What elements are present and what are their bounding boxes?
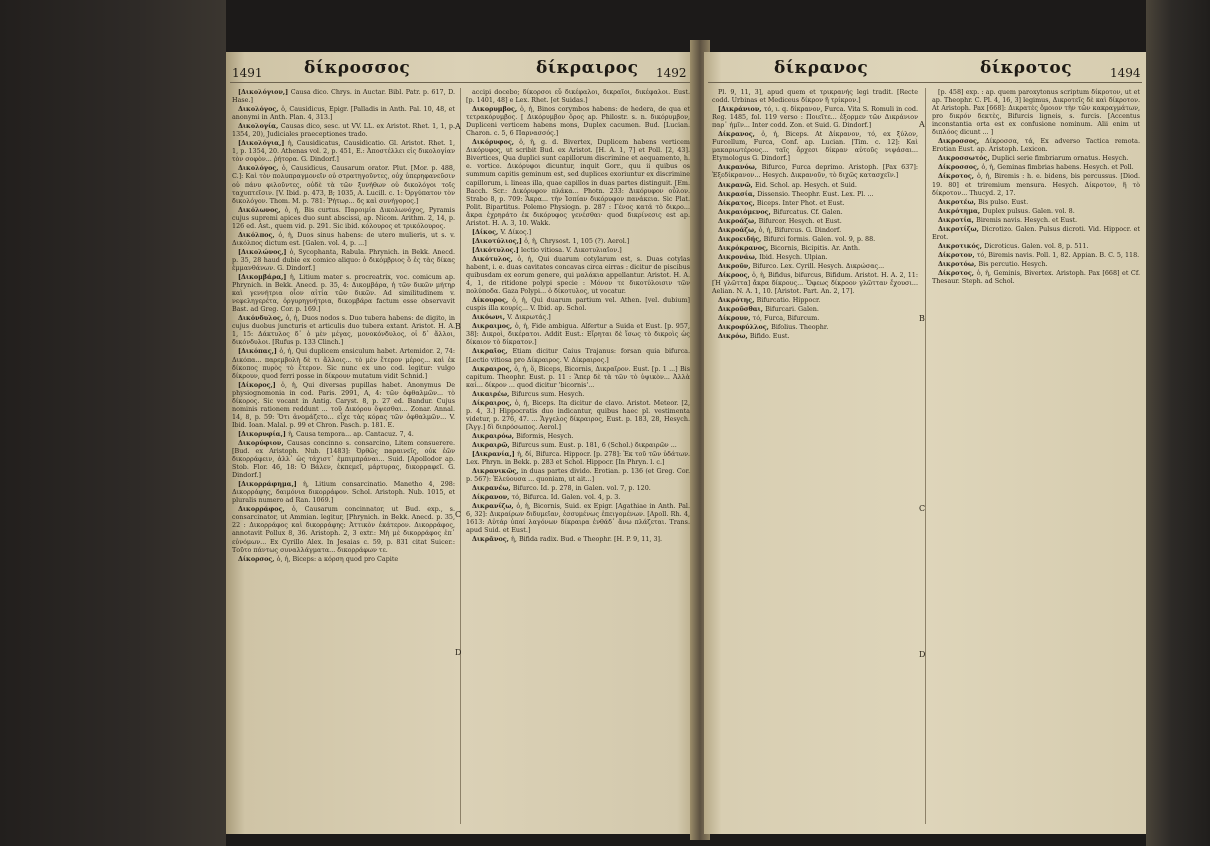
header-rule — [230, 82, 692, 83]
entry-lemma: Δίκροσσος, — [938, 163, 982, 172]
entry-lemma: Δικολόγος, — [238, 164, 282, 173]
column-divider — [925, 88, 926, 824]
entry-lemma: Δίκρατος, — [718, 198, 757, 207]
page-number-1494: 1494 — [1110, 66, 1141, 80]
entry-text: ὁ, ἡ, Duos sinus habens: de utero mulieris, ut s. v. Δικόλπος dictum est. [Galen. vol. 4, p. ...] — [232, 230, 455, 247]
entry-text: ὁ, ἡ, g. d. Bivertex, Duplicem habens verticem Δικόρυφος, ut scribit Bud. ex Aristot. [H. A. 1, 7] et Poll. [2, 43]. Bivertices, Qua duplici sunt capillorum discrimine et aequamento, h. e. vortice. Δικόρυφοι dicuntur, inquit Gorr., quu ii quibus os summum capitis geminum est, sed duplices exoriuntur ex discrimine capillorum, i. lineas illa, quae capillos in duas partes distinguit. [Em. Bacch. Scr.: Δικόρυφον πλάκα... Photn. 233: Δικόρυφον οὖλον. Strabo 8, p. 709: Ἄκρα... τὴν Ἰσπίαν δικόρυφον πανάκεια. Sic Plat. Polit. Bipartitus. Polemo Physiogn. p. 287 : Γένος κατά τὸ δικρο... ἄκρα ἐχρηράτο ἐκ δικόρυφος γενέσθαι· quod δικρίνεσις est ap. Aristot. H. A. 3, 10. Wakk. — [466, 138, 690, 227]
dictionary-entry — [466, 390, 690, 398]
dictionary-entry — [466, 246, 690, 254]
entry-lemma: Δικορράφος, — [238, 505, 292, 514]
dictionary-entry — [712, 262, 918, 270]
dictionary-entry — [932, 251, 1140, 259]
dictionary-entry — [466, 296, 690, 312]
entry-lemma: Δικόωνι, — [472, 313, 508, 322]
entry-lemma: [Δικολώνος,] — [238, 247, 290, 256]
column-divider — [460, 88, 461, 824]
entry-text: ὁ, ἡ, Geminis, Bivertex. Aristoph. Pax [668] et Cf. Thesaur. Steph. ad Schol. — [932, 268, 1140, 286]
entry-text: ὁ, ἡ, Bifidus, bifurcus, Bifidum. Aristot. H. A. 2, 11: [Ἡ γλῶττα] ἄκρα δίκρους... Ὅφεως δίκροον γλῶτταν ἔχουσι... Aelian. N. A. 1, 10. [Aristot. Part. An. 2, 17]. — [712, 270, 918, 296]
dictionary-entry — [466, 535, 690, 543]
dictionary-entry — [712, 244, 918, 252]
entry-text: ἡ, Litium mater s. procreatrix, voc. comicum ap. Phrynich. in Bekk. Anecd. p. 35, 4: Δικομβάρα, ἡ τῶν δικῶν μήτηρ καὶ γεννήτρια οἶον αἰτία τῶν δικῶν. Ad similitudinem v. νεφεληγερέτα, ὀργυρηγνήτρια, δικομβάρα factum esse observavit Bast. ad Greg. Cor. p. 169.] — [232, 273, 455, 314]
dictionary-entry — [712, 105, 918, 129]
entry-text: Bifido. Eust. — [749, 332, 790, 341]
entry-text: Bifurcus sum. Eust. p. 181, 6 (Schol.) δικραιρῶν ... — [511, 440, 677, 449]
dictionary-entry — [232, 248, 455, 272]
entry-text: Bifurci formis. Galen. vol. 9, p. 88. — [763, 234, 876, 243]
entry-lemma: Δικραιρῶ, — [472, 440, 512, 449]
dictionary-entry — [932, 88, 1140, 136]
entry-lemma: [Δικορράφημα,] — [238, 480, 304, 489]
entry-lemma: Δικρότης, — [718, 296, 757, 305]
running-head-right: δίκροτος — [980, 58, 1073, 78]
running-head-left: δίκρανος — [774, 58, 869, 78]
dictionary-entry — [466, 237, 690, 245]
entry-lemma: Δικότυλος, — [472, 254, 518, 263]
entry-lemma: Δίκροος, — [718, 270, 753, 279]
dictionary-entry — [232, 88, 455, 104]
entry-text: in duas partes divido. Erotian. p. 136 (et Greg. Cor. p. 567): Ἐλεύουσα ... quoniam, ut ait...] — [466, 467, 690, 484]
entry-lemma: Δικρανῶ, — [718, 180, 755, 189]
entry-lemma: Δίκρανος, — [718, 130, 762, 139]
dictionary-entry — [232, 206, 455, 230]
entry-lemma: Δικορυμβος, — [472, 105, 521, 114]
dictionary-entry — [232, 555, 455, 563]
entry-text: ὁ, ἡ, Biceps: a κόρση quod pro Capite — [276, 554, 399, 563]
entry-text: ἡ, Causidicatus, Causidicatio. Gl. Aristot. Rhet. 1, 1, p. 1354, 20. Athenas vol. 2, p. 451, E.: Ἀποστέλλει εἰς δικολογίαν τὸν σοφὸν... ῥήτορα. G. Dindorf.] — [232, 139, 455, 164]
dictionary-entry — [466, 502, 690, 534]
dictionary-entry — [712, 305, 918, 313]
right-page — [704, 52, 1146, 834]
dictionary-entry — [466, 313, 690, 321]
entry-lemma: Δίκροτος, — [938, 268, 977, 277]
dictionary-entry — [932, 225, 1140, 241]
entry-lemma: Δικραῖος, — [472, 347, 513, 356]
dictionary-entry — [712, 163, 918, 179]
entry-text: ὁ, ἡ, Qui duarum cotylarum est, s. Duas cotylas habent, i. e. duas cavitates concavas circa eirras : dicitur de piscibus quibusdam ex eorum genere, qui μαλάκια appellantur. Aristot. H. A. 4, 1, de ritidone polypi specie : Μόνον τε δικοτύλοισιν τῶν πολύποδα. Gaza Polypi... ὁ δίκοτυλος, ut vocatur. — [466, 254, 690, 296]
running-head-right: δίκραιρος — [536, 58, 639, 78]
running-head-left: δίκροσσος — [304, 58, 411, 78]
entry-lemma: [Δίκος, — [472, 227, 501, 236]
entry-text: ὁ, ἡ, Biceps. At Δίκρανον, τό, ex ξύλον, Furcellum, Furca, Conf. ap. Lucian. [Tim. c. 12]: Καὶ μακαριωτέρους... ταῖς ὄρχεσι δίκραν αὐτοῦς νιψάσαι... Etymologus G. Dindorf.] — [712, 130, 918, 163]
left-page-column-1 — [232, 88, 455, 828]
entry-text: Biceps. Inter Phot. et Eust. — [756, 198, 845, 207]
entry-text: Dicroticus. Galen. vol. 8, p. 511. — [984, 241, 1089, 250]
entry-lemma: Δικραιρος, — [472, 364, 515, 373]
entry-text: ἡ, Causa tempora... ap. Cantacuz. 7, 4. — [288, 429, 414, 438]
entry-lemma: [Δικότυλος.] — [472, 245, 521, 254]
entry-text: Causa dico. Chrys. in Auctar. Bibl. Patr. p. 617, D. Hase.] — [232, 88, 455, 105]
entry-text: ὁ, ἡ, Bifurcus. G. Dindorf. — [758, 225, 842, 234]
dictionary-entry — [466, 347, 690, 363]
dictionary-entry — [232, 505, 455, 553]
entry-text: Bifurco, Furca deprimo. Aristoph. [Pax 637]: Ἐξεδίκρανον... Hesych. Δικρανοῦν, τὸ διχῶς κατασχεῖν.] — [712, 163, 918, 180]
dictionary-entry — [232, 347, 455, 379]
entry-lemma: Δίκρανον, — [472, 493, 512, 502]
entry-lemma: [Δικολόγια,] — [238, 139, 288, 148]
entry-lemma: Δικρᾶνος, — [472, 535, 512, 544]
dictionary-entry — [712, 217, 918, 225]
entry-text: Bifolius. Theophr. — [771, 323, 829, 332]
dictionary-entry — [712, 226, 918, 234]
entry-text: Bis pulso. Eust. — [978, 197, 1029, 206]
dictionary-entry — [466, 432, 690, 440]
entry-text: accipi docebo; δίκορσοι εὖ δικέφαλοι, δικραῖοι, δικέφαλοι. Eust. [p. 1401, 48] e Lex. Rhet. [et Suidas.] — [466, 88, 690, 105]
entry-lemma: Δικροειδής, — [718, 234, 764, 243]
right-page-header — [704, 56, 1146, 84]
entry-text: ὁ, ἡ, Qui duplicem ensiculum habet. Artemidor. 2, 74: Δικόπα... παρεμβολὴ δὲ τι ἄλλοις... τὸ μὲν ἕτερον μέρος... καὶ ἐκ δίκοπος πυρὸς τὸ ἕτερον. Sic nunc ex uno cod. legitur: vulgo δίκρουν, quod ferri posse in δίκρουν mutatum vidit Schnid.] — [232, 347, 455, 380]
dictionary-entry — [712, 296, 918, 304]
entry-lemma: Δικόνδυλος, — [238, 314, 286, 323]
entry-lemma: Δίκουρος, — [472, 296, 513, 305]
entry-lemma: Δίκορσος, — [238, 554, 277, 563]
entry-text: Bifurcari. Galen. — [765, 305, 819, 314]
dictionary-entry — [932, 207, 1140, 215]
entry-text: τό, Bifurca. Id. Galen. vol. 4, p. 3. — [511, 493, 621, 502]
entry-text: Duplici serie fimbriarum ornatus. Hesych. — [991, 154, 1129, 163]
dictionary-entry — [466, 105, 690, 137]
entry-lemma: [Δικομβάρα,] — [238, 273, 290, 282]
dictionary-entry — [232, 139, 455, 163]
dictionary-entry — [932, 137, 1140, 153]
dictionary-entry — [712, 199, 918, 207]
dictionary-entry — [232, 439, 455, 479]
dictionary-entry — [466, 399, 690, 431]
entry-lemma: Δικρόκρανος, — [718, 243, 771, 252]
right-page-column-2 — [932, 88, 1140, 828]
dictionary-entry — [932, 198, 1140, 206]
entry-text: Δίκροσσα, τά, Ex adverso Tactica remota. Erotian Eust. ap. Aristoph. Lexicon. — [932, 137, 1140, 154]
entry-lemma: Δικροάζω, — [718, 225, 759, 234]
book-edge-right — [1146, 0, 1210, 846]
entry-lemma: Δικόλωνος, — [238, 205, 285, 214]
dictionary-entry — [712, 235, 918, 243]
entry-lemma: Δικροτόω, — [938, 259, 979, 268]
entry-lemma: Δικροσσωτός, — [938, 154, 992, 163]
entry-lemma: [Δικράνιον, — [718, 105, 764, 114]
left-page-header — [226, 56, 696, 84]
entry-text: ὁ, ἡ, Duos nodos s. Duo tubera habens: de digito, in cujus duobus juncturis et articulis duo tubera extant. Aristot. H. A. 1, 15: Δάκτυλος δ᾽ ὁ μὲν μέγας, μονοκόνδυλος, οἱ δ᾽ ἄλλοι, δικόνδυλοι. [Rufus p. 133 Clinch.] — [232, 314, 455, 347]
entry-lemma: Δικολογία, — [238, 122, 281, 131]
entry-lemma: Δίκρουν, — [718, 314, 753, 323]
entry-text: [p. 458] exp. : ap. quem paroxytonus scriptum δίκροτον, ut et ap. Theophr. C. Pl. 4, 16, 3] legimus, Δικροτεῖς δὲ καὶ δίκροτον. At Aristoph. Pax [668]: Δικρατὲς ὅμοιον τὴν τῶν κακραγμάτων, pro δικρόν δεκτὲς, Bifurcis ligneis, s. furcis. [Accentus inconstantia orta est ex confusione nominum. Alii enim ut διπλόος dicunt ... ] — [932, 88, 1140, 137]
entry-text: Duplex pulsus. Galen. vol. 8. — [982, 206, 1075, 215]
dictionary-entry — [712, 181, 918, 189]
entry-lemma: [Δικολόγιον,] — [238, 88, 291, 96]
entry-lemma: Δικροτίζω, — [938, 224, 982, 233]
entry-text: ὁ, ἡ, Bicornis, Suid. ex Epigr. [Agathiae in Anth. Pal. 6, 32]: Δικραίρων διδυμεῖαν, ἐσσυμένως ἐπειγομένων. [Apoll. Rh. 4, 1613: Αὐτάρ ὑπαί λαγόνων δίκραιρα ἐνθάδ᾽ ἄνω πλάζεται. Trans. apud Suid. et Eust.] — [466, 502, 690, 535]
entry-text: Bifurcor. Hesych. et Eust. — [758, 216, 842, 225]
entry-text: ὁ, Sycophanta, Rabula. Phrynich. in Bekk. Anecd. p. 35, 28 haud dubie ex comico aliquo: ὁ δικόμβριος ὃ ἐς τὰς δίκας ἐμμανθάνων. G. Dindorf.] — [232, 247, 455, 272]
entry-lemma: Δικρανόω, — [718, 163, 762, 172]
left-page — [226, 52, 696, 834]
dictionary-entry — [466, 441, 690, 449]
dictionary-entry — [712, 332, 918, 340]
entry-text: Pl. 9, 11, 3], apud quem et τρικρανής legi tradit. [Recte codd. Urbinas et Mediceus δίκρον ἢ τρίκρον.] — [712, 88, 918, 105]
dictionary-entry — [232, 231, 455, 247]
entry-text: Dicrotizo. Galen. Pulsus dicroti. Vid. Hippocr. et Erot. — [932, 224, 1140, 241]
dictionary-entry — [232, 122, 455, 138]
entry-text: Bifurco. Lex. Cyrill. Hesych. Δικρώσας... — [752, 261, 885, 270]
entry-lemma: Δικρανίζω, — [472, 502, 517, 511]
entry-lemma: Δικρανέω, — [472, 484, 513, 493]
entry-text: Bicornis, Bicipitis. Ar. Anth. — [770, 243, 861, 252]
margin-letter-c: C — [455, 510, 462, 519]
dictionary-entry — [932, 242, 1140, 250]
entry-lemma: Δικροσσος, — [938, 137, 986, 146]
entry-text: ἡ, Bifida radix. Bud. e Theophr. [H. P. 9, 11, 3]. — [511, 535, 663, 544]
entry-lemma: Δικροτέω, — [938, 197, 979, 206]
entry-lemma: Δικαιρέω, — [472, 389, 512, 398]
entry-text: τό, ι. q. δίκρανον, Furca. Vita S. Romuli in cod. Reg. 1485, fol. 119 verso : Ποιεῖτε... ἐξορμεν τῶν Δικράνιον παρ᾽ ἡμῖν... Inter codd. Zon. et Suid. G. Dindorf.] — [712, 105, 918, 130]
entry-lemma: [Δίκορος,] — [238, 380, 282, 389]
entry-lemma: Δικορύφιον, — [238, 438, 287, 447]
dictionary-entry — [466, 228, 690, 236]
entry-text: Bis percutio. Hesych. — [978, 259, 1048, 268]
dictionary-entry — [712, 208, 918, 216]
dictionary-entry — [932, 269, 1140, 285]
dictionary-entry — [712, 323, 918, 331]
entry-text: Bifurcatio. Hippocr. — [756, 296, 821, 305]
dictionary-entry — [466, 138, 690, 227]
entry-lemma: Δικροῦσθαι, — [718, 305, 766, 314]
entry-text: V. Δικρωτάς.] — [507, 313, 551, 322]
entry-lemma: [Δικορυφία,] — [238, 429, 289, 438]
entry-lemma: [Δικρανία,] — [472, 450, 518, 459]
entry-lemma: Δικρότημα, — [938, 206, 983, 215]
entry-text: ὁ, ἡ, Biceps. Ita dicitur de clavo. Aristot. Meteor. [2, p. 4, 3.] Hippocratis duo indicantur, quibus haec pl. vestimenta videtur, p. 276, 47. ... Ἄγγελος δίκραιρος, Eust. p. 183, 28, Hesych. [Ἄγγ.] δὶ διπρόσωπος. Aerol.] — [466, 398, 690, 431]
entry-text: ὁ, ἡ, Fide ambigua. Alfertur a Suida et Eust. [p. 957, 38]: Δικροὶ, δικέρατοι. Addit Eust.: Εἴρηται δὲ ἴσως τὸ δικροὶς ὡς δίκαιον τὸ δίκρατον.] — [466, 322, 690, 347]
entry-lemma: Δικραιμος, — [472, 322, 515, 331]
dictionary-entry — [232, 480, 455, 504]
dictionary-entry — [466, 365, 690, 389]
entry-lemma: Δικραιρόω, — [472, 431, 517, 440]
margin-letter-a: A — [919, 120, 925, 129]
entry-text: V. Δίκος.] — [500, 227, 532, 236]
entry-text: ὁ, Causarum concinnator, ut Bud. exp., s. consarcinator, ut Ammian. legitur, [Phrynich. in Bekk. Anecd. p. 35, 22 : Δικορράφος καὶ δικορράφης: Ἀττικὸν ἐκάτερον. Δικορράφος, annotavit Pollux 8, 36. Aristoph. 2, 3 extr.: Μὴ μὲ δικορράφος ἐπ᾽ εὐνόμων... Ex Cyrillo Alex. In Jesaias c. 59, p. 831 citat Suicer.: Τοῦτο πάντως συναλλάγματα... δικορράφων τε. — [232, 505, 455, 554]
entry-text: ὁ, ἡ, Binos corymbos habens: de hedera, de qua et τετρακόρυμβος. [ Δικόρυμβον ὄρος ap. Philostr. s. n. δικόρυμβον, Dupliceni verticem habens mons, Duplex cacumen. Bud. [Lucian. Charon. c. 5, 6 Παρνασσός.] — [466, 105, 690, 138]
margin-letter-c: C — [919, 504, 926, 513]
entry-text: τό, Biremis navis. Poll. 1, 82. Appian. B. C. 5, 118. — [976, 250, 1140, 259]
entry-text: Etiam dicitur Caius Trajanus: forsan quia bifurca. [Lectio vitiosa pro Δίκραιρος. V. Δίκραιρος.] — [466, 347, 690, 364]
entry-text: ὁ, Causidicus, Epigr. [Palladis in Anth. Pal. 10, 48, et anonymi in Anth. Plan. 4, 313.] — [232, 105, 455, 122]
dictionary-entry — [932, 260, 1140, 268]
entry-lemma: Δικροτία, — [938, 215, 977, 224]
entry-lemma: Δικόρυφος, — [472, 138, 520, 147]
dictionary-entry — [232, 430, 455, 438]
entry-lemma: Δικρασία, — [718, 189, 758, 198]
entry-lemma: Δικρόω, — [718, 332, 750, 341]
dictionary-entry — [466, 484, 690, 492]
header-rule — [708, 82, 1142, 83]
entry-text: ὁ, ἡ, Bis curtus. Παροιμία Δικολωνόχος, Pyramis cujus supremi apices duo sunt abscissi, ap. Nicom. Arithm. 2, 14, p. 126 ed. Ast., quem vid. p. 291. Sic ibid. κόλουρος et τρικόλουρος. — [232, 205, 455, 230]
entry-text: ὁ, Causidicus, Causarum orator. Plut. [Mor. p. 488, C.]: Καὶ τὸν πολυπραγμονεῖν οὐ στρατηγοῦντες, οὐχ ὑπερηφανεῦσιν οὐ πάνυ φιλοῦντες, οὐδὲ τὰ τῶν ξυνήθων οὐ δικολόγοι τοῖς ταχυπτεῖσιν. [V. Ibid. p. 473, B; 1035, A. Lucill. c. 1: Ὀργύπατον τὸν δικολόγον. Thom. M. p. 781: Ῥήτωρ... δς καὶ συνήγορος.] — [232, 164, 455, 205]
margin-letter-d: D — [455, 648, 462, 657]
margin-letter-b: B — [455, 322, 461, 331]
book-edge-left — [0, 0, 226, 846]
entry-text: τό, Furca, Bifurcum. — [752, 314, 820, 323]
entry-lemma: Δίκροτος, — [938, 172, 978, 181]
margin-letter-a: A — [455, 122, 461, 131]
entry-text: Biformis, Hesych. — [516, 431, 574, 440]
right-page-column-1 — [712, 88, 918, 828]
entry-text: Causas dico, sesc. ut VV. LL. ex Aristot. Rhet. 1, 1, p. 1354, 20), Judiciales praeceptiones trado. — [232, 122, 455, 139]
dictionary-entry — [712, 130, 918, 162]
entry-text: ἡ, Litium consarcinatio. Manetho 4, 298: Δικορράφης, δαιμόνια δικορράφον. Schol. Aristoph. Nub. 1015, et pluralis numero ad Ran. 1069.] — [232, 480, 455, 505]
entry-text: Ibid. Hesych. Ulpian. — [759, 252, 828, 261]
dictionary-entry — [232, 105, 455, 121]
dictionary-entry — [712, 253, 918, 261]
dictionary-entry — [232, 273, 455, 313]
dictionary-entry — [466, 255, 690, 295]
dictionary-entry — [466, 322, 690, 346]
dictionary-entry — [932, 172, 1140, 196]
entry-lemma: [Δικοτύλιος,] — [472, 236, 525, 245]
margin-letter-b: B — [919, 314, 925, 323]
entry-text: Causas concinno s. consarcino, Litem consuerere. [Bud. ex Aristoph. Nub. [1483]: Ὀρθῶς παραινεῖς, οὐκ ἐῶν δικορράφειν, ἀλλ᾽ ὡς τάχιστ᾽ ἐμπιμπράναι... Suid. [Apollodor ap. Stob. Flor. 46, 18: Ὁ Βάλεν, ἐκπεμεῖ, μάρτυρας, δικορραφεῖ. G. Dindorf.] — [232, 438, 455, 480]
entry-text: ὁ, ἡ, ὅ, Biceps, Bicornis, Δικραῖρον. Eust. [p. 1 ...] Bis capitum. Theophr. Eust. p. 11 : Ἅπερ δὲ τὰ τῶν τὸ ὑψικὸν... Ἀλλὰ καί... δίκρον ... quod dicitur 'bicornis'... — [466, 364, 690, 389]
page-number-1491: 1491 — [232, 66, 263, 80]
entry-lemma: Δικροάζω, — [718, 216, 759, 225]
dictionary-entry — [712, 88, 918, 104]
dictionary-entry — [712, 314, 918, 322]
entry-lemma: Δικολόγος, — [238, 105, 282, 114]
dictionary-entry — [466, 467, 690, 483]
margin-letter-d: D — [919, 650, 926, 659]
entry-text: Biremis navis. Hesych. et Eust. — [976, 215, 1078, 224]
entry-text: ὁ, ἡ, Biremis : h. e. bidens, bis percussus. [Diod. 19. 80] et triremium mensura. Hesych. Δίκροτον, ἢ τὸ δίκροτον... Thucyd. 2, 17. — [932, 172, 1140, 197]
dictionary-entry — [466, 450, 690, 466]
entry-text: lectio vitiosa. V. Δικοτυλιαῖον.] — [520, 245, 622, 254]
entry-lemma: Δίκροτον, — [938, 250, 977, 259]
dictionary-entry — [712, 190, 918, 198]
entry-text: Bifurco. Id. p. 278, in Galen. vol. 7, p. 120. — [512, 484, 651, 493]
entry-text: Bifurcatus. Cf. Galen. — [772, 207, 843, 216]
entry-text: ὁ, ἡ, Geminas fimbrias habens. Hesych. et Poll. — [981, 163, 1134, 172]
dictionary-entry — [932, 163, 1140, 171]
left-page-column-2 — [466, 88, 690, 828]
dictionary-entry — [232, 314, 455, 346]
entry-text: Dissensio. Theophr. Eust. Lex. Pl. ... — [757, 189, 874, 198]
dictionary-entry — [712, 271, 918, 295]
entry-text: Eid. Schol. ap. Hesych. et Suid. — [754, 180, 857, 189]
dictionary-entry — [466, 493, 690, 501]
dictionary-entry — [932, 216, 1140, 224]
entry-lemma: Δικροτικός, — [938, 241, 985, 250]
entry-lemma: [Δικόπας,] — [238, 347, 280, 356]
entry-text: ὁ, ἡ, Chrysost. 1, 105 (?). Aerol.] — [524, 236, 630, 245]
entry-lemma: Δικρονάω, — [718, 252, 760, 261]
dictionary-entry — [466, 88, 690, 104]
entry-text: ὁ, ἡ, Qui diversas pupillas habet. Anonymus De physiognomonia in cod. Paris. 2991, A, 4: τῶν ὀφθαλμῶν... τὸ δίκορος. Sic vocant in Antig. Caryst. 8, p. 27 ed. Bandur. Cujus nominis rationem reddunt ... τοῦ Δικόρου ὄψεσθαι... Zonar. Annal. 14, 8, p. 59: Ὅτι ἀνομάζετο... εἶχε τὰς κόρας τῶν ὀφθαλμῶν... V. Ibid. Ioan. Malal. p. 99 et Chron. Pasch. p. 181. E. — [232, 380, 455, 429]
entry-text: ὁ, ἡ, Qui duarum partium vel. Athen. [vel. dubium] cuspis illa κουρίς... V. Ibid. ap. Schol. — [466, 296, 690, 313]
dictionary-entry — [232, 164, 455, 204]
dictionary-entry — [932, 154, 1140, 162]
entry-text: Bifurcus sum. Hesych. — [511, 389, 585, 398]
page-number-1492: 1492 — [656, 66, 687, 80]
entry-lemma: Δικόλπος, — [238, 230, 279, 239]
entry-text: ἡ, δί, Bifurca. Hippocr. [p. 278]: Ἐκ τοῦ τῶν ὑδάτων. Lex. Phryn. in Bekk. p. 283 et Schol. Hippocr. [In Phryn. l. c.] — [466, 450, 690, 467]
entry-lemma: Δικροφύλλος, — [718, 323, 772, 332]
entry-lemma: Δίκραιρος, — [472, 398, 515, 407]
entry-lemma: Δικρανικῶς, — [472, 467, 522, 476]
entry-lemma: Δικροῦν, — [718, 261, 753, 270]
entry-lemma: Δικραιόμενος, — [718, 207, 773, 216]
dictionary-entry — [232, 381, 455, 429]
